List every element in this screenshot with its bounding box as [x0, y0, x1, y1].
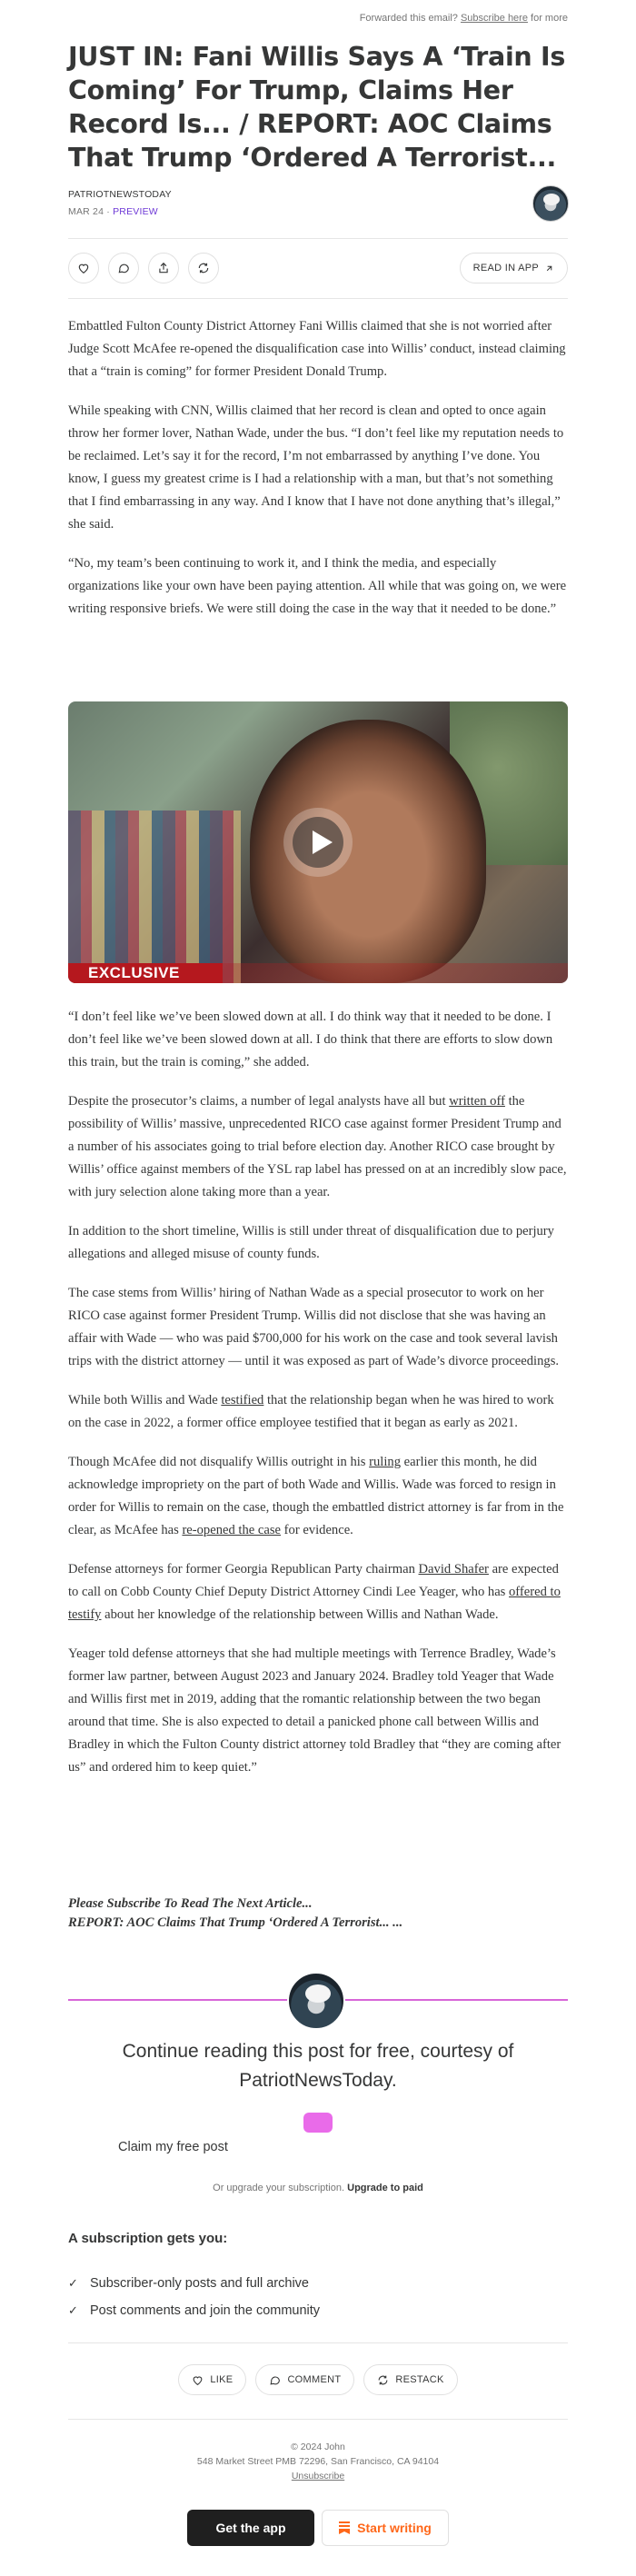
teaser-line: REPORT: AOC Claims That Trump ‘Ordered A Terrorist... ... [68, 1915, 403, 1930]
heart-icon [192, 2374, 204, 2386]
restack-icon [197, 262, 210, 274]
paragraph: The case stems from Willis’ hiring of Nathan Wade as a special prosecutor to work on her RICO case against former President Trump. Willis did not disclose that she was having an affair with Wade — who was paid $700,000 for his work on the case and took several lavish trips with the district attorney — until it was exposed as part of Wade’s divorce proceedings. [68, 1286, 560, 1368]
written-off-link[interactable]: written off [449, 1094, 505, 1109]
divider [68, 2419, 568, 2420]
post-date: MAR 24 [68, 206, 104, 217]
reopened-case-link[interactable]: re-opened the case [182, 1523, 282, 1537]
heart-icon [77, 262, 90, 274]
bottom-actions [0, 2364, 636, 2395]
copyright: © 2024 John [291, 2442, 345, 2452]
text: Defense attorneys for former Georgia Republican Party chairman [68, 1562, 419, 1576]
upgrade-line [68, 2183, 568, 2193]
comment-icon [269, 2374, 281, 2386]
publication-logo [287, 1972, 345, 2030]
forward-notice [360, 13, 568, 24]
divider [68, 2342, 568, 2343]
text: the possibility of Willis’ massive, unprecedented RICO case against former President Trump and a number of his associates going to trial before election day. Another RICO case brought by Willis’ office against members of the YSL rap label has pressed on at an incredibly slow pace, with jury selection alone taking more than a year. [68, 1094, 567, 1199]
paragraph [68, 1558, 568, 1626]
like-button[interactable] [178, 2364, 246, 2395]
paragraph [68, 1451, 568, 1542]
paragraph: Yeager told defense attorneys that she had multiple meetings with Terrence Bradley, Wade’s former law partner, between August 2023 and January 2024. Bradley told Yeager that Wade and Willis first met in 2019, adding that the romantic relationship between the two began around that time. She is also expected to detail a panicked phone call between Willis and Bradley in which the Fulton County district attorney told Bradley that “they are coming after us” and ordered him to keep quiet.” [68, 1646, 561, 1775]
upgrade-to-paid-link[interactable]: Upgrade to paid [347, 2183, 423, 2193]
subscribe-here-link[interactable]: Subscribe here [460, 13, 528, 24]
comment-button[interactable] [108, 253, 139, 283]
text: earlier this month, he did acknowledge impropriety on the part of both Wade and Willis. Wade was forced to resign in order for Willis to remain on the case, though the embattled district attorney is far from in the clear, as McAfee has [68, 1455, 564, 1537]
benefits-heading: A subscription gets you: [68, 2231, 228, 2246]
post-meta [68, 206, 172, 217]
divider [68, 238, 568, 239]
text: for evidence. [281, 1523, 353, 1537]
read-in-app-button[interactable] [460, 253, 568, 283]
audience-badge: PREVIEW [113, 206, 158, 217]
paragraph: While speaking with CNN, Willis claimed that her record is clean and opted to once again throw her former lover, Nathan Wade, under the bus. “I don’t feel like my reputation needs to be reclaimed. Let’s say it for the record, I’m not embarrassed by anything I’ve done. You know, I guess my greatest crime is I had a relationship with a man, but that’s not something that I find embarrassing in any way. And I know that I have not done anything that’s illegal,” she said. [68, 403, 564, 532]
meta-separator: · [104, 206, 114, 217]
video-thumbnail-crowd [68, 811, 241, 983]
paragraph [68, 1389, 568, 1435]
restack-button[interactable] [363, 2364, 457, 2395]
claim-button[interactable] [303, 2113, 333, 2133]
paywall-title: Continue reading this post for free, courtesy of PatriotNewsToday. [122, 2041, 514, 2091]
paragraph [68, 1090, 568, 1204]
share-button[interactable] [148, 253, 179, 283]
restack-button[interactable] [188, 253, 219, 283]
comment-label: COMMENT [287, 2374, 342, 2385]
offered-to-testify-link[interactable]: offered to testify [68, 1585, 561, 1622]
next-article-teaser [68, 1895, 568, 1933]
benefit-item [68, 2297, 320, 2324]
text: Despite the prosecutor’s claims, a number of legal analysts have all but [68, 1094, 450, 1109]
exclusive-banner [68, 963, 568, 983]
text: are expected to call on Cobb County Chief Deputy District Attorney Cindi Lee Yeager, who has [68, 1562, 559, 1599]
upgrade-prefix: Or upgrade your subscription. [213, 2183, 345, 2193]
teaser-line: Please Subscribe To Read The Next Article... [68, 1896, 313, 1911]
like-button[interactable] [68, 253, 99, 283]
benefit-label: Subscriber-only posts and full archive [90, 2276, 309, 2291]
comment-icon [117, 262, 130, 274]
restack-icon [377, 2374, 389, 2386]
claim-free-post-label[interactable]: Claim my free post [118, 2140, 228, 2154]
text: about her knowledge of the relationship between Willis and Nathan Wade. [101, 1607, 499, 1622]
share-icon [157, 262, 170, 274]
start-writing-label: Start writing [357, 2521, 432, 2535]
article-body-top [68, 315, 568, 637]
substack-logo-icon [339, 2521, 350, 2534]
check-icon: ✓ [68, 2276, 78, 2290]
exclusive-label: EXCLUSIVE [88, 964, 180, 981]
david-shafer-link[interactable]: David Shafer [418, 1562, 489, 1576]
check-icon: ✓ [68, 2303, 78, 2317]
footer [0, 2440, 636, 2483]
text: Though McAfee did not disqualify Willis outright in his [68, 1455, 370, 1469]
restack-label: RESTACK [395, 2374, 444, 2385]
publication-name[interactable]: PATRIOTNEWSTODAY [68, 189, 172, 200]
get-the-app-button[interactable]: Get the app [187, 2510, 314, 2546]
like-label: LIKE [210, 2374, 234, 2385]
play-icon[interactable] [283, 808, 353, 877]
paragraph: “I don’t feel like we’ve been slowed down at all. I do think way that it needed to be done. I don’t feel like we’ve been slowed down at all. I do think that there are efforts to slow down this train, but the train is coming,” she added. [68, 1010, 553, 1069]
byline [68, 189, 172, 217]
comment-button[interactable] [255, 2364, 354, 2395]
paragraph: “No, my team’s been continuing to work it, and I think the media, and especially organizations like your own have been paying attention. All while that was going on, we were writing responsive briefs. We were still doing the case in the way that it needed to be done.” [68, 556, 567, 616]
paragraph: In addition to the short timeline, Willis is still under threat of disqualification due to perjury allegations and alleged misuse of county funds. [68, 1224, 554, 1261]
video-embed[interactable] [68, 701, 568, 983]
author-avatar[interactable] [532, 185, 569, 222]
text: While both Willis and Wade [68, 1393, 222, 1407]
divider [68, 298, 568, 299]
unsubscribe-link[interactable]: Unsubscribe [291, 2471, 345, 2482]
address: 548 Market Street PMB 72296, San Francisco, CA 94104 [196, 2456, 440, 2467]
article-body-bottom [68, 1006, 568, 1795]
testified-link[interactable]: testified [221, 1393, 264, 1407]
paragraph: Embattled Fulton County District Attorney Fani Willis claimed that she is not worried after Judge Scott McAfee re-opened the disqualification case into Willis’ conduct, instead claiming that a “train is coming” for former President Donald Trump. [68, 319, 566, 379]
ruling-link[interactable]: ruling [369, 1455, 401, 1469]
start-writing-button[interactable] [322, 2510, 449, 2546]
read-in-app-label: READ IN APP [472, 263, 539, 274]
forward-suffix: for more [531, 13, 568, 24]
benefit-label: Post comments and join the community [90, 2303, 321, 2318]
arrow-up-right-icon [544, 264, 554, 274]
footer-ctas [0, 2510, 636, 2546]
post-actions [68, 253, 568, 283]
forward-prefix: Forwarded this email? [359, 13, 458, 24]
post-title: JUST IN: Fani Willis Says A ‘Train Is Coming’ For Trump, Claims Her Record Is... / REPORT: AOC Claims That Trump ‘Ordered A Terrorist... [68, 42, 566, 173]
text: that the relationship began when he was hired to work on the case in 2022, a former office employee testified that it began as early as 2021. [68, 1393, 554, 1430]
benefits-list [68, 2270, 320, 2324]
benefit-item [68, 2270, 320, 2297]
